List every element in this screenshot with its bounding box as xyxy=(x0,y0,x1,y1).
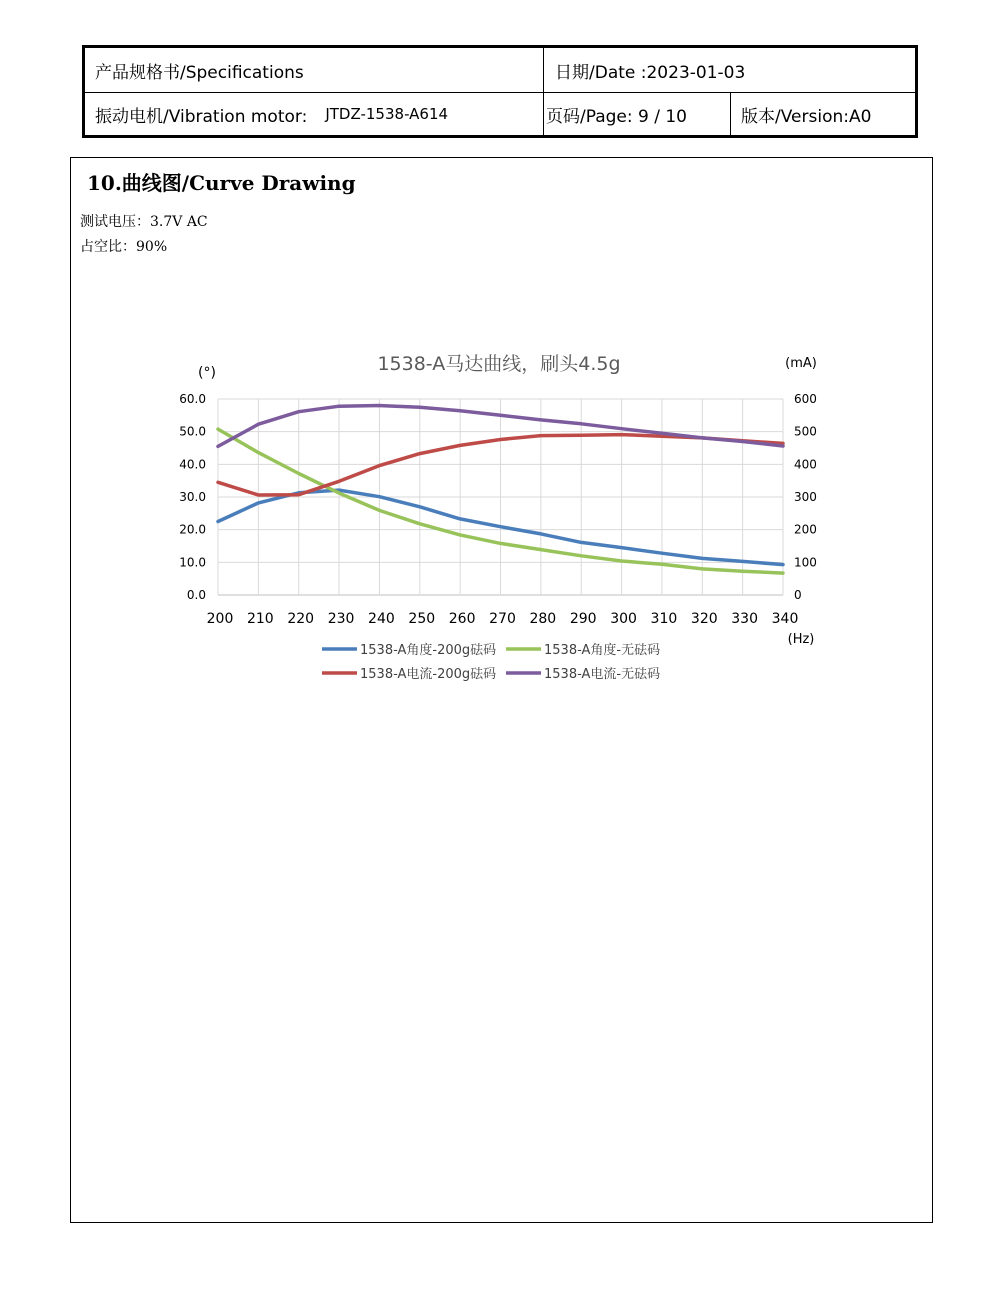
right-axis-tick-label: 0 xyxy=(794,588,802,602)
x-axis-tick-label: 260 xyxy=(448,611,476,627)
right-axis-tick-label: 400 xyxy=(794,457,817,472)
legend-label: 1538-A角度-无砝码 xyxy=(544,643,661,658)
x-axis-tick-label: 270 xyxy=(489,611,516,627)
test-voltage: 测试电压：3.7V AC xyxy=(80,214,208,230)
x-axis-tick-label: 230 xyxy=(327,611,355,627)
right-axis-tick-label: 300 xyxy=(794,490,817,504)
motor-label: 振动电机/Vibration motor: xyxy=(95,106,308,127)
x-axis-tick-label: 310 xyxy=(650,611,678,627)
right-axis-unit: (mA) xyxy=(785,356,817,371)
chart-gridlines xyxy=(218,399,783,595)
x-axis-tick-label: 330 xyxy=(731,611,759,627)
legend-label: 1538-A电流-无砝码 xyxy=(544,667,661,682)
x-axis-tick-label: 250 xyxy=(408,611,436,627)
left-axis-tick-label: 10.0 xyxy=(179,555,206,570)
page-number: 页码/Page: 9 / 10 xyxy=(546,106,687,127)
x-axis-tick-label: 290 xyxy=(569,611,597,627)
x-axis-tick-label: 210 xyxy=(246,611,274,627)
motor-model: JTDZ-1538-A614 xyxy=(325,105,449,123)
x-axis-unit: (Hz) xyxy=(787,632,815,647)
x-axis-tick-label: 240 xyxy=(368,611,395,627)
right-axis-tick-label: 200 xyxy=(794,522,817,537)
x-axis-tick-label: 280 xyxy=(529,611,557,627)
left-axis-tick-label: 40.0 xyxy=(179,457,206,472)
left-axis-tick-label: 60.0 xyxy=(179,392,206,406)
section-title: 10.曲线图/Curve Drawing xyxy=(87,171,356,195)
duty-cycle: 占空比：90% xyxy=(80,239,168,255)
left-axis-tick-label: 0.0 xyxy=(186,588,206,602)
x-axis-tick-label: 220 xyxy=(287,611,315,627)
doc-version: 版本/Version:A0 xyxy=(741,106,872,127)
right-axis-tick-label: 600 xyxy=(794,392,817,406)
left-axis-tick-label: 50.0 xyxy=(179,424,206,439)
doc-date: 日期/Date :2023-01-03 xyxy=(555,62,746,83)
chart-title: 1538-A马达曲线，刷头4.5g xyxy=(377,353,621,375)
spec-title: 产品规格书/Specifications xyxy=(95,62,304,83)
x-axis-tick-label: 340 xyxy=(771,611,799,627)
x-axis-tick-label: 300 xyxy=(610,611,637,627)
right-axis-tick-label: 500 xyxy=(794,424,817,439)
right-axis-tick-label: 100 xyxy=(794,555,817,570)
left-axis-tick-label: 30.0 xyxy=(179,490,206,504)
x-axis-tick-label: 320 xyxy=(690,611,718,627)
chart-legend xyxy=(322,642,660,682)
left-axis-unit: (°) xyxy=(198,365,216,381)
chart-tick-labels xyxy=(179,392,817,627)
legend-label: 1538-A电流-200g砝码 xyxy=(360,667,497,682)
x-axis-tick-label: 200 xyxy=(206,611,234,627)
left-axis-tick-label: 20.0 xyxy=(179,522,206,537)
legend-label: 1538-A角度-200g砝码 xyxy=(360,643,497,658)
